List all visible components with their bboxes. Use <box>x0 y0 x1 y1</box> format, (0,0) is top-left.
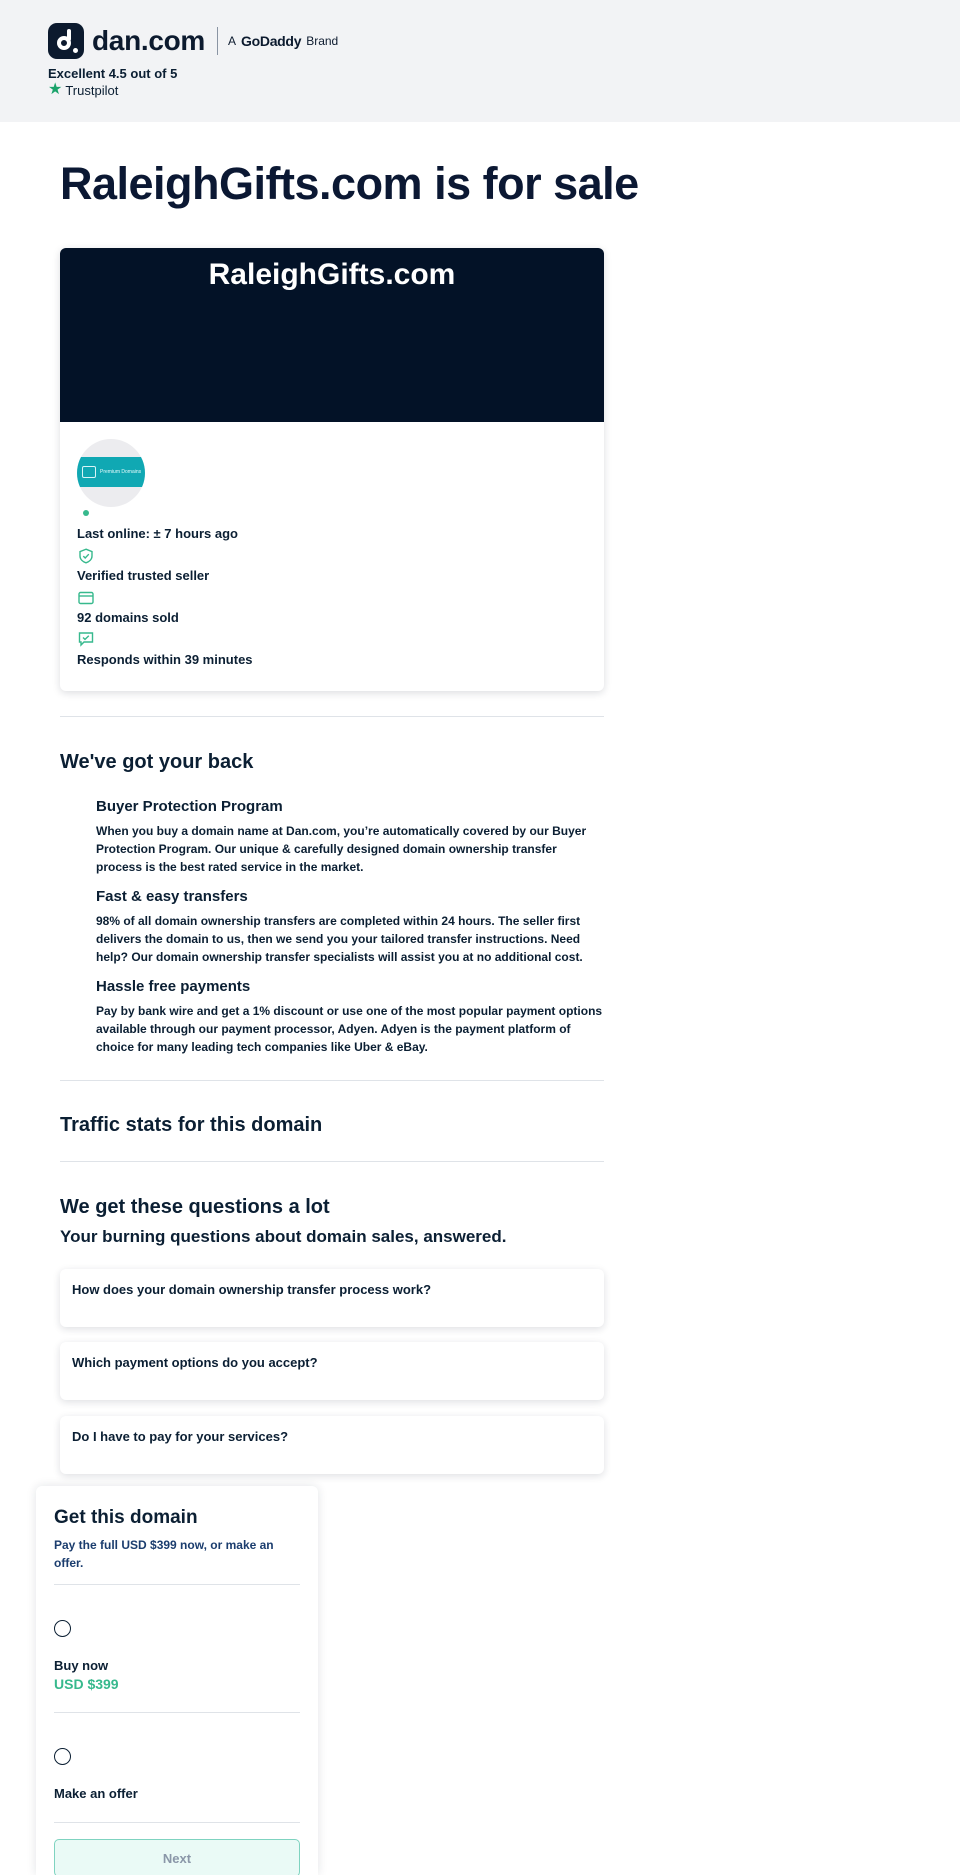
buy-divider <box>54 1822 300 1823</box>
traffic-heading: Traffic stats for this domain <box>60 1114 323 1136</box>
feature-title: Fast & easy transfers <box>96 888 248 905</box>
domain-hero <box>60 248 604 422</box>
feature-text: When you buy a domain name at Dan.com, you’re automatically covered by our Buyer Protection Program. Our unique & carefully designed domain ownership transfer process is the best rated service in the market. <box>96 824 587 874</box>
page-title: RaleighGifts.com is for sale <box>60 158 639 209</box>
faq-question: How does your domain ownership transfer process work? <box>72 1282 432 1297</box>
faq-subheading: Your burning questions about domain sales, answered. <box>60 1227 507 1246</box>
make-offer-radio[interactable] <box>54 1748 71 1765</box>
faq-item[interactable] <box>60 1416 604 1474</box>
buy-divider <box>54 1712 300 1713</box>
feature-title: Buyer Protection Program <box>96 798 283 815</box>
next-button[interactable]: Next <box>54 1839 300 1875</box>
make-offer-label[interactable]: Make an offer <box>54 1786 138 1801</box>
faq-heading: We get these questions a lot <box>60 1196 330 1218</box>
card-icon <box>78 590 94 606</box>
trustpilot-label: Trustpilot <box>65 82 119 98</box>
feature-text: Pay by bank wire and get a 1% discount or use one of the most popular payment options available through our payment processor, Adyen. Adyen is the payment platform of choice for many leading tech companies like Uber & eBay. <box>96 1004 603 1054</box>
section-divider <box>60 1080 604 1081</box>
seller-avatar[interactable] <box>77 439 145 507</box>
domain-card <box>60 248 604 691</box>
hero-domain-name: RaleighGifts.com <box>208 258 456 291</box>
buy-now-label[interactable]: Buy now <box>54 1658 109 1673</box>
brand-name: dan.com <box>92 25 206 56</box>
response-time: Responds within 39 minutes <box>77 652 253 667</box>
section-divider <box>60 1161 604 1162</box>
back-heading: We've got your back <box>60 751 254 773</box>
feature-text: 98% of all domain ownership transfers are completed within 24 hours. The seller first delivers the domain to us, then we send you your tailored transfer instructions. Need help? Our domain ownership transfer specialists will assist you at no additional cost. <box>96 914 583 964</box>
buy-description: Pay the full USD $399 now, or make an offer. <box>54 1538 274 1570</box>
trustpilot-link[interactable] <box>48 82 118 98</box>
buy-panel <box>36 1486 318 1875</box>
faq-item[interactable] <box>60 1342 604 1400</box>
buy-now-radio[interactable] <box>54 1620 71 1637</box>
section-divider <box>60 716 604 717</box>
buy-now-price: USD $399 <box>54 1676 119 1692</box>
site-header <box>0 0 960 122</box>
faq-question: Which payment options do you accept? <box>72 1355 318 1370</box>
verified-seller: Verified trusted seller <box>77 568 210 583</box>
online-status-dot <box>83 510 89 516</box>
star-icon: ★ <box>48 81 63 98</box>
last-online: Last online: ± 7 hours ago <box>77 526 238 541</box>
brand-logo[interactable] <box>48 23 338 59</box>
buy-title: Get this domain <box>54 1507 198 1528</box>
shield-check-icon <box>78 548 94 564</box>
domains-sold: 92 domains sold <box>77 610 179 625</box>
laptop-icon <box>82 466 96 478</box>
trustpilot-rating: Excellent 4.5 out of 5 <box>48 66 178 81</box>
buy-divider <box>54 1584 300 1585</box>
chat-check-icon <box>78 631 94 647</box>
feature-title: Hassle free payments <box>96 978 251 995</box>
dan-logo-icon <box>48 23 84 59</box>
faq-item[interactable] <box>60 1269 604 1327</box>
godaddy-logo: GoDaddy <box>241 33 302 49</box>
faq-question: Do I have to pay for your services? <box>72 1429 289 1444</box>
seller-avatar-text: Premium Domains <box>100 469 142 475</box>
brand-subtitle: A GoDaddy Brand <box>228 33 339 49</box>
brand-separator <box>217 27 218 55</box>
